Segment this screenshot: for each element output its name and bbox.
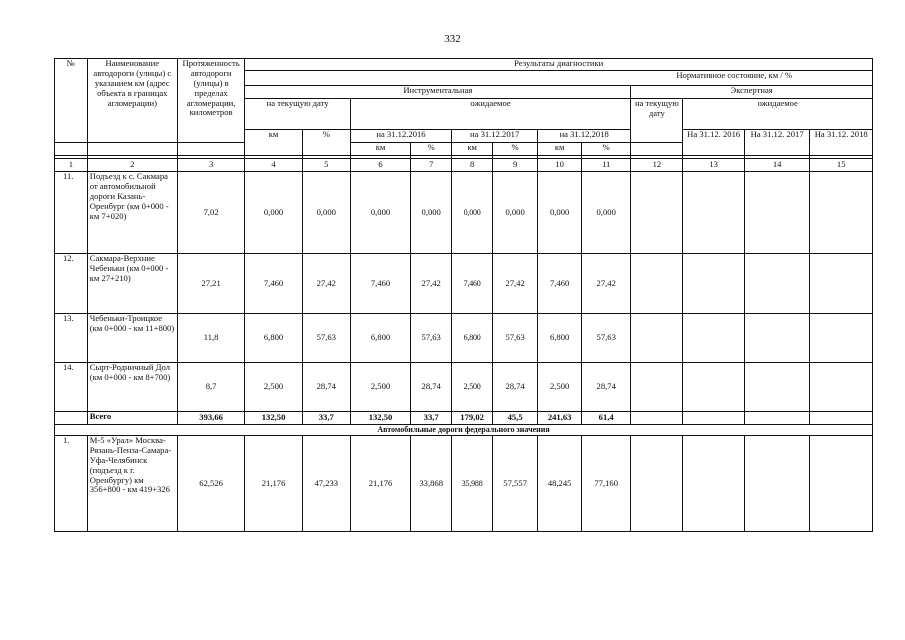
blank-cell — [744, 436, 810, 532]
column-number: 10 — [538, 159, 582, 172]
table-row — [55, 363, 873, 412]
blank-cell — [810, 172, 873, 254]
blank-cell — [683, 172, 744, 254]
blank-cell — [683, 254, 744, 314]
total-length: 393,66 — [177, 412, 245, 425]
blank-cell — [683, 412, 744, 425]
column-number: 11 — [582, 159, 631, 172]
table-row — [55, 254, 873, 314]
total-row — [55, 412, 873, 425]
road-length: 8,7 — [177, 363, 245, 412]
value-cell: 7,460 — [538, 254, 582, 314]
column-number: 7 — [411, 159, 452, 172]
value-cell: 48,245 — [538, 436, 582, 532]
road-name: М-5 «Урал» Москва-Рязань-Пенза-Самара-Уфа-Челябинск (подъезд к г. Оренбургу) км 356+800 - км 419+326 — [87, 436, 177, 532]
header-expert-2016: На 31.12. 2016 — [683, 130, 744, 156]
header-at-2017: на 31.12.2017 — [452, 130, 538, 143]
value-cell: 7,460 — [350, 254, 410, 314]
table-row — [55, 314, 873, 363]
column-number: 2 — [87, 159, 177, 172]
road-name: Сырт-Родничный Дол (км 0+000 - км 8+700) — [87, 363, 177, 412]
blank-cell — [631, 314, 683, 363]
total-value: 33,7 — [302, 412, 350, 425]
value-cell: 21,176 — [350, 436, 410, 532]
blank-cell — [631, 363, 683, 412]
header-current-pct: % — [302, 130, 350, 156]
section-row — [55, 425, 873, 436]
road-name: Подъезд к с. Сакмара от автомобильной дороги Казань-Оренбург (км 0+000 - км 7+020) — [87, 172, 177, 254]
column-number: 4 — [245, 159, 302, 172]
value-cell: 6,800 — [245, 314, 302, 363]
total-value: 179,02 — [452, 412, 493, 425]
blank-cell — [683, 363, 744, 412]
blank-cell — [744, 412, 810, 425]
blank-cell — [631, 172, 683, 254]
road-length: 27,21 — [177, 254, 245, 314]
value-cell: 2,500 — [350, 363, 410, 412]
value-cell: 0,000 — [582, 172, 631, 254]
diagnostics-table — [54, 58, 873, 532]
row-index: 14. — [55, 363, 88, 412]
value-cell: 0,000 — [302, 172, 350, 254]
value-cell: 0,000 — [245, 172, 302, 254]
total-label: Всего — [87, 412, 177, 425]
header-expert-2018: На 31.12. 2018 — [810, 130, 873, 156]
value-cell: 7,460 — [245, 254, 302, 314]
table-row — [55, 436, 873, 532]
column-number: 1 — [55, 159, 88, 172]
column-number: 5 — [302, 159, 350, 172]
value-cell: 57,63 — [493, 314, 538, 363]
value-cell: 28,74 — [493, 363, 538, 412]
blank-cell — [810, 412, 873, 425]
column-number: 6 — [350, 159, 410, 172]
value-cell: 27,42 — [411, 254, 452, 314]
column-number: 15 — [810, 159, 873, 172]
value-cell: 6,800 — [350, 314, 410, 363]
road-name: Чебеньки-Троицкое (км 0+000 - км 11+800) — [87, 314, 177, 363]
column-number: 12 — [631, 159, 683, 172]
value-cell: 21,176 — [245, 436, 302, 532]
total-value: 45,5 — [493, 412, 538, 425]
section-title: Автомобильные дороги федерального значения — [55, 425, 873, 436]
row-index: 11. — [55, 172, 88, 254]
blank-cell — [631, 436, 683, 532]
blank-cell — [55, 143, 88, 156]
value-cell: 28,74 — [411, 363, 452, 412]
blank-cell — [744, 314, 810, 363]
column-number: 14 — [744, 159, 810, 172]
road-name: Сакмара-Верхние Чебеньки (км 0+000 - км 27+210) — [87, 254, 177, 314]
header-expert-expected: ожидаемое — [683, 99, 873, 130]
blank-cell — [744, 172, 810, 254]
blank-cell — [744, 254, 810, 314]
blank-cell — [810, 436, 873, 532]
header-at-2016: на 31.12.2016 — [350, 130, 451, 143]
value-cell: 35,988 — [452, 436, 493, 532]
value-cell: 27,42 — [302, 254, 350, 314]
table-row — [55, 172, 873, 254]
header-no: № — [55, 59, 88, 143]
blank-cell — [631, 143, 683, 156]
blank-cell — [683, 436, 744, 532]
value-cell: 2,500 — [245, 363, 302, 412]
value-cell: 0,000 — [493, 172, 538, 254]
total-value: 241,63 — [538, 412, 582, 425]
header-results: Результаты диагностики — [245, 59, 873, 71]
header-road-name: Наименование автодороги (улицы) с указанием км (адрес объекта в границах агломерации) — [87, 59, 177, 143]
value-cell: 0,000 — [538, 172, 582, 254]
value-cell: 0,000 — [411, 172, 452, 254]
header-current-date: на текущую дату — [245, 99, 350, 130]
page-number: 332 — [444, 33, 461, 45]
header-expert: Экспертная — [631, 86, 873, 99]
header-2016-km: км — [350, 143, 410, 156]
total-value: 132,50 — [245, 412, 302, 425]
column-number: 8 — [452, 159, 493, 172]
row-index: 13. — [55, 314, 88, 363]
header-2016-pct: % — [411, 143, 452, 156]
blank-cell — [810, 363, 873, 412]
total-value: 61,4 — [582, 412, 631, 425]
header-2017-pct: % — [493, 143, 538, 156]
blank-cell — [177, 143, 245, 156]
value-cell: 28,74 — [302, 363, 350, 412]
blank-cell — [87, 143, 177, 156]
value-cell: 47,233 — [302, 436, 350, 532]
value-cell: 0,000 — [452, 172, 493, 254]
column-number-row — [55, 159, 873, 172]
blank-cell — [744, 363, 810, 412]
road-length: 11,8 — [177, 314, 245, 363]
blank-cell — [631, 254, 683, 314]
value-cell: 2,500 — [452, 363, 493, 412]
value-cell: 77,160 — [582, 436, 631, 532]
value-cell: 28,74 — [582, 363, 631, 412]
road-length: 7,02 — [177, 172, 245, 254]
header-instrumental: Инструментальная — [245, 86, 631, 99]
header-row-1 — [55, 59, 873, 71]
value-cell: 7,460 — [452, 254, 493, 314]
value-cell: 0,000 — [350, 172, 410, 254]
blank-cell — [810, 254, 873, 314]
road-length: 62,526 — [177, 436, 245, 532]
header-2017-km: км — [452, 143, 493, 156]
total-value: 132,50 — [350, 412, 410, 425]
value-cell: 6,800 — [452, 314, 493, 363]
blank-cell — [810, 314, 873, 363]
value-cell: 33,868 — [411, 436, 452, 532]
value-cell: 27,42 — [582, 254, 631, 314]
header-expected: ожидаемое — [350, 99, 630, 130]
column-number: 3 — [177, 159, 245, 172]
header-2018-pct: % — [582, 143, 631, 156]
blank-cell — [683, 314, 744, 363]
header-length: Протяженность автодороги (улицы) в пределах агломерации, километров — [177, 59, 245, 143]
value-cell: 6,800 — [538, 314, 582, 363]
header-expert-current: на текущую дату — [631, 99, 683, 143]
header-expert-2017: На 31.12. 2017 — [744, 130, 810, 156]
row-index: 12. — [55, 254, 88, 314]
header-normative: Нормативное состояние, км / % — [245, 71, 873, 86]
header-current-km: км — [245, 130, 302, 156]
column-number: 9 — [493, 159, 538, 172]
blank-cell — [631, 412, 683, 425]
value-cell: 57,63 — [302, 314, 350, 363]
column-number: 13 — [683, 159, 744, 172]
total-value: 33,7 — [411, 412, 452, 425]
value-cell: 57,63 — [582, 314, 631, 363]
value-cell: 57,63 — [411, 314, 452, 363]
header-2018-km: км — [538, 143, 582, 156]
value-cell: 27,42 — [493, 254, 538, 314]
value-cell: 2,500 — [538, 363, 582, 412]
row-index: 1. — [55, 436, 88, 532]
value-cell: 57,557 — [493, 436, 538, 532]
header-at-2018: на 31.12.2018 — [538, 130, 631, 143]
blank-cell — [55, 412, 88, 425]
